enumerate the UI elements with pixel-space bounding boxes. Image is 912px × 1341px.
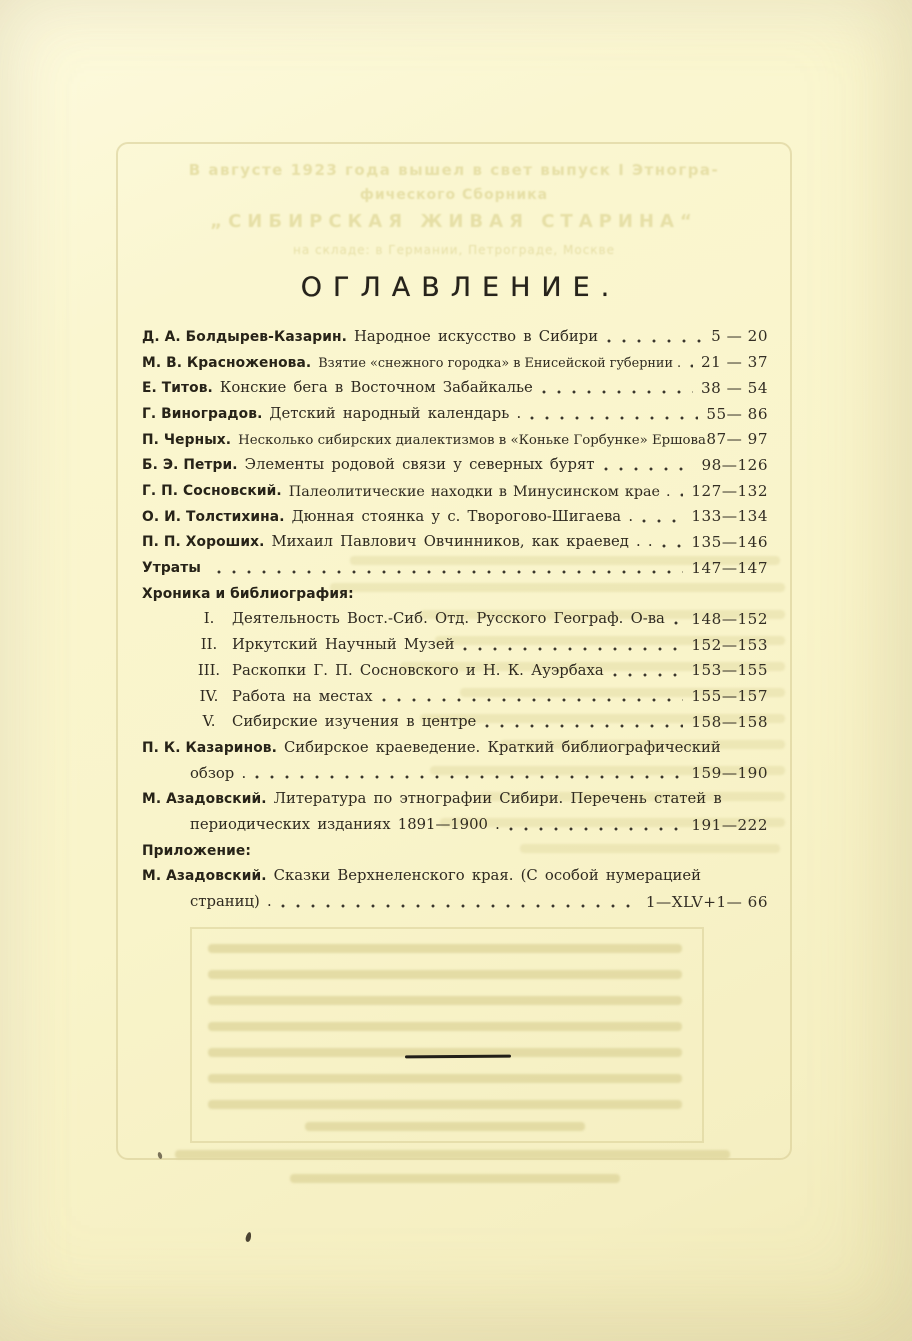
toc-row	[142, 887, 768, 913]
toc-row	[142, 733, 768, 759]
toc-row	[142, 450, 768, 476]
toc-title: Конские бега в Восточном Забайкалье	[219, 379, 533, 397]
toc-author: О. И. Толстихина.	[142, 508, 285, 525]
toc-author: Приложение:	[142, 842, 251, 859]
toc-title: периодических изданиях 1891—1900 .	[190, 815, 500, 833]
toc-row	[142, 502, 768, 528]
dot-leader	[509, 826, 684, 832]
toc-author: Г. П. Сосновский.	[142, 483, 282, 500]
toc-row	[142, 656, 768, 682]
toc-pages: 147—147	[691, 558, 768, 577]
dot-leader	[613, 672, 684, 678]
toc-pages: 87— 97	[706, 430, 768, 449]
toc-author: Хроника и библиография:	[142, 585, 354, 602]
toc-pages: 5 — 20	[711, 327, 768, 346]
ghost-text-line: на складе: в Германии, Петрограде, Москве	[292, 243, 616, 257]
toc-row	[142, 322, 768, 348]
toc-row	[142, 630, 768, 656]
dot-leader	[255, 774, 683, 780]
table-of-contents	[142, 322, 768, 913]
toc-pages: 98—126	[701, 455, 768, 474]
toc-author: П. К. Казаринов.	[142, 739, 277, 756]
toc-author: П. Черных.	[142, 431, 232, 448]
toc-pages: 55— 86	[706, 404, 768, 423]
toc-title: Деятельность Вост.-Сиб. Отд. Русского Географ. О-ва	[232, 610, 665, 628]
section-divider-rule	[405, 1055, 511, 1059]
dot-leader	[674, 620, 683, 626]
dot-leader	[542, 389, 693, 395]
ink-speck	[157, 1152, 163, 1160]
toc-row	[142, 348, 768, 374]
toc-title: Народное искусство в Сибири	[354, 327, 599, 345]
toc-title: Михаил Павлович Овчинников, как краевед . .	[271, 533, 653, 551]
toc-title: Раскопки Г. П. Сосновского и Н. К. Ауэрбаха	[232, 661, 604, 679]
toc-author: Утраты	[142, 560, 201, 577]
toc-pages: 158—158	[691, 712, 768, 731]
toc-roman-numeral: IV.	[199, 687, 219, 705]
toc-pages: 21 — 37	[701, 353, 768, 372]
toc-pages: 153—155	[691, 661, 768, 680]
dot-leader	[281, 903, 638, 909]
toc-row	[142, 759, 768, 785]
toc-roman-numeral: II.	[200, 636, 218, 654]
toc-pages: 1—XLV+1— 66	[645, 892, 768, 911]
dot-leader	[485, 723, 683, 729]
toc-author: Е. Титов.	[142, 380, 213, 397]
toc-title: Сибирские изучения в центре	[232, 713, 477, 731]
toc-title: Работа на местах	[232, 687, 373, 705]
toc-pages: 148—152	[691, 610, 768, 629]
toc-author: Д. А. Болдырев-Казарин.	[142, 328, 347, 345]
toc-row	[142, 425, 768, 451]
dot-leader	[604, 466, 694, 472]
toc-pages: 135—146	[691, 532, 768, 551]
toc-author: М. Азадовский.	[142, 868, 267, 885]
toc-title: Иркутский Научный Музей	[232, 636, 455, 654]
toc-title: страниц) .	[190, 893, 272, 911]
toc-row	[142, 682, 768, 708]
toc-author: П. П. Хороших.	[142, 534, 265, 551]
toc-roman-numeral: V.	[202, 713, 216, 731]
dot-leader	[680, 492, 684, 498]
ink-speck	[245, 1232, 252, 1243]
toc-author: Г. Виноградов.	[142, 405, 263, 422]
dot-leader	[690, 363, 693, 369]
ghost-text-line: „СИБИРСКАЯ ЖИВАЯ СТАРИНА“	[210, 211, 698, 232]
toc-author: М. В. Красноженова.	[142, 354, 312, 371]
dot-leader	[642, 518, 683, 524]
dot-leader	[607, 338, 703, 344]
toc-title: Литература по этнографии Сибири. Перечень статей в	[273, 790, 722, 808]
toc-title: Несколько сибирских диалектизмов в «Коньке Горбунке» Ершова	[238, 433, 706, 449]
toc-pages: 191—222	[691, 815, 768, 834]
dot-leader	[382, 697, 684, 703]
toc-row	[142, 836, 768, 862]
toc-row	[142, 861, 768, 887]
toc-pages: 127—132	[691, 481, 768, 500]
dot-leader	[662, 543, 684, 549]
toc-title: Палеолитические находки в Минусинском крае .	[288, 483, 671, 500]
ghost-text-line: В августе 1923 года вышел в свет выпуск I Этногра-	[188, 161, 720, 179]
toc-roman-numeral: III.	[197, 661, 221, 679]
toc-title: Взятие «снежного городка» в Енисейской губернии .	[318, 355, 682, 371]
toc-row	[142, 528, 768, 554]
toc-pages: 152—153	[691, 635, 768, 654]
dot-leader	[463, 646, 683, 652]
dot-leader	[530, 415, 698, 421]
toc-title: Сказки Верхнеленского края. (С особой нумерацией	[273, 867, 702, 885]
toc-row	[142, 707, 768, 733]
toc-pages: 155—157	[691, 687, 768, 706]
toc-row	[142, 605, 768, 631]
toc-pages: 159—190	[691, 764, 768, 783]
ghost-text-line: фического Сборника	[359, 187, 549, 203]
toc-pages: 38 — 54	[701, 378, 768, 397]
toc-author: Б. Э. Петри.	[142, 457, 238, 474]
toc-row	[142, 810, 768, 836]
page-title: ОГЛАВЛЕНИЕ.	[300, 272, 621, 303]
toc-row	[142, 579, 768, 605]
dot-leader	[217, 569, 683, 575]
toc-title: Детский народный календарь .	[269, 404, 522, 422]
toc-row	[142, 373, 768, 399]
toc-row	[142, 784, 768, 810]
toc-title: обзор .	[190, 764, 247, 782]
toc-title: Дюнная стоянка у с. Творогово-Шигаева .	[291, 507, 634, 525]
toc-title: Элементы родовой связи у северных бурят	[244, 456, 595, 474]
toc-row	[142, 399, 768, 425]
toc-title: Сибирское краеведение. Краткий библиографический	[283, 738, 721, 756]
toc-author: М. Азадовский.	[142, 791, 267, 808]
toc-roman-numeral: I.	[203, 610, 215, 628]
toc-row	[142, 553, 768, 579]
toc-row	[142, 476, 768, 502]
toc-pages: 133—134	[691, 507, 768, 526]
